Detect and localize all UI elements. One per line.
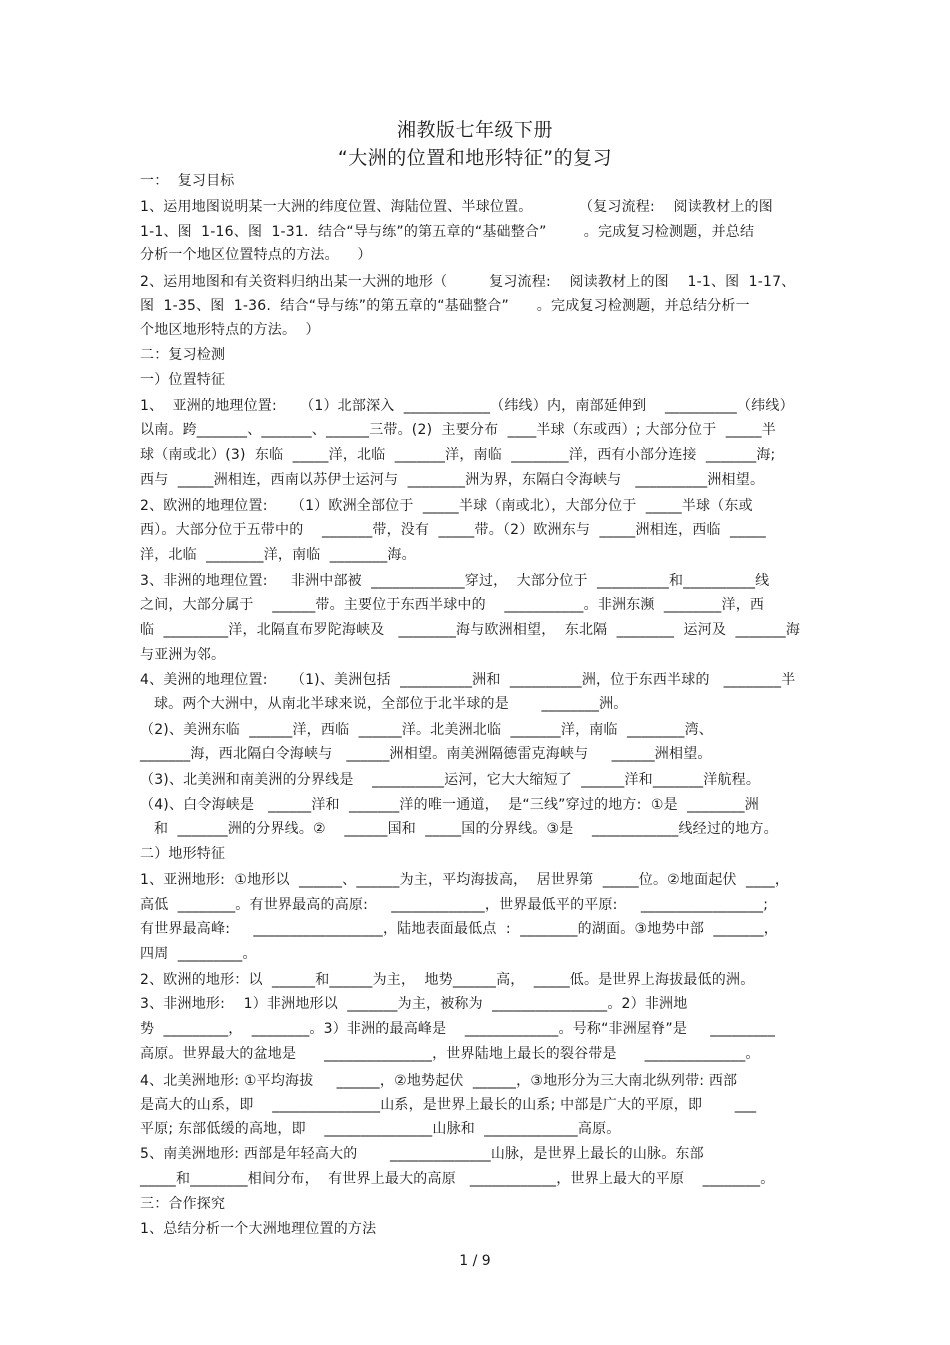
question-line: 洋，北临 ________洋，南临 ________海。 (140, 547, 416, 563)
question-line: 四周 _________。 (140, 946, 257, 962)
question-line: 和 _______洲的分界线。② ______国和 _____国的分界线。③是 ____________线经过的地方。 (140, 821, 778, 837)
section-heading-explore: 三：合作探究 (140, 1196, 226, 1212)
question-line: 是高大的山系，即 _______________山系，是世界上最长的山系; 中部是广大的平原，即 ___ (140, 1097, 757, 1113)
question-line: _____和________相间分布， 有世界上最大的高原 ____________，世界上最大的平原 ________。 (140, 1171, 775, 1187)
question-line: 2、欧洲的地形：以 ______和______为主， 地势______高， _____低。是世界上海拔最低的洲。 (140, 972, 755, 988)
question-line: 与亚洲为邻。 (140, 647, 226, 663)
question-line: 以南。跨_______、_______、______三带。(2) 主要分布 ____半球（东或西）; 大部分位于 _____半 (140, 422, 776, 438)
question-line: 3、非洲的地理位置: 非洲中部被 _____________穿过， 大部分位于 __________和__________线 (140, 573, 770, 589)
subsection-heading-location: 一）位置特征 (140, 372, 226, 388)
question-line: 西与 _____洲相连，西南以苏伊士运河与 ________洲为界，东隔白令海峡与 __________洲相望。 (140, 472, 765, 488)
question-line: （2)、美洲东临 ______洋，西临 ______洋。北美洲北临 _______洋，南临 ________湾、 (140, 722, 713, 738)
paragraph-line: 2、运用地图和有关资料归纳出某一大洲的地形（ 复习流程: 阅读教材上的图 1-1、图 1-17、 (140, 274, 796, 290)
document-title: 湘教版七年级下册 (396, 119, 553, 141)
question-line: 球（南或北）(3) 东临 _____洋，北临 _______洋，南临 ________洋，西有小部分连接 _______海; (140, 447, 776, 463)
section-heading-goals: 一： 复习目标 (140, 173, 235, 189)
paragraph-line: 个地区地形特点的方法。 ） (140, 322, 320, 338)
question-line: 1、 亚洲的地理位置: （1）北部深入 ____________（纬线）内，南部延伸到 __________（纬线） (140, 398, 794, 414)
page-number: 1 / 9 (459, 1253, 491, 1269)
question-line: 临 _________洋，北隔直布罗陀海峡及 ________海与欧洲相望， 东北隔 ________ 运河及 _______海 (140, 622, 801, 638)
question-line: 势 _________， ________。3）非洲的最高峰是 _____________。号称“非洲屋脊”是 _________ (140, 1021, 776, 1037)
paragraph-line: 分析一个地区位置特点的方法。 ） (140, 247, 372, 263)
question-line: 1、总结分析一个大洲地理位置的方法 (140, 1221, 377, 1237)
question-line: 之间，大部分属于 ______带。主要位于东西半球中的 ___________。非洲东濒 ________洋，西 (140, 597, 765, 613)
question-line: 有世界最高峰: __________________，陆地表面最低点 : ________的湖面。③地势中部 _______， (140, 921, 778, 937)
subsection-heading-terrain: 二）地形特征 (140, 846, 226, 862)
question-line: 2、欧洲的地理位置: （1）欧洲全部位于 _____半球（南或北），大部分位于 _____半球（东或 (140, 498, 753, 514)
paragraph-line: 1-1、图 1-16、图 1-31. 结合“导与练”的第五章的“基础整合” 。完成复习检测题，并总结 (140, 224, 755, 240)
section-heading-review: 二：复习检测 (140, 347, 226, 363)
question-line: 平原; 东部低缓的高地，即 _______________山脉和 _____________高原。 (140, 1121, 621, 1137)
question-line: （4)、白令海峡是 ______洋和 _______洋的唯一通道， 是“三线”穿过的地方: ①是 ________洲 (140, 797, 759, 813)
paragraph-line: 图 1-35、图 1-36. 结合“导与练”的第五章的“基础整合” 。完成复习检测题，并总结分析一 (140, 298, 750, 314)
question-line: 4、美洲的地理位置: （1)、美洲包括 __________洲和 __________洲，位于东西半球的 ________半 (140, 672, 796, 688)
question-line: 3、非洲地形: 1）非洲地形以 _______为主，被称为 ________________。2）非洲地 (140, 996, 688, 1012)
question-line: 4、北美洲地形: ①平均海拔 ______，②地势起伏 ______，③地形分为三大南北纵列带: 西部 (140, 1073, 738, 1089)
question-line: _______海，西北隔白令海峡与 ______洲相望。南美洲隔德雷克海峡与 ______洲相望。 (140, 746, 712, 762)
question-line: 高低 ________。有世界最高的高原: _____________，世界最低平的平原: _________________; (140, 897, 769, 913)
question-line: 1、亚洲地形: ①地形以 ______、______为主，平均海拔高， 居世界第 _____位。②地面起伏 ____， (140, 872, 790, 888)
question-line: 高原。世界最大的盆地是 _______________，世界陆地上最长的裂谷带是 ______________。 (140, 1046, 760, 1062)
question-line: 5、南美洲地形: 西部是年轻高大的 ______________山脉，是世界上最长的山脉。东部 (140, 1146, 704, 1162)
paragraph-line: 1、运用地图说明某一大洲的纬度位置、海陆位置、半球位置。 （复习流程: 阅读教材上的图 (140, 199, 773, 215)
question-line: 球。两个大洲中，从南北半球来说，全部位于北半球的是 ________洲。 (140, 696, 628, 712)
question-line: （3)、北美洲和南美洲的分界线是 __________运河，它大大缩短了 ______洋和_______洋航程。 (140, 772, 761, 788)
question-line: 西）。大部分位于五带中的 _______带，没有 _____带。（2）欧洲东与 _____洲相连，西临 _____ (140, 522, 767, 538)
document-subtitle: “大洲的位置和地形特征”的复习 (337, 147, 613, 169)
